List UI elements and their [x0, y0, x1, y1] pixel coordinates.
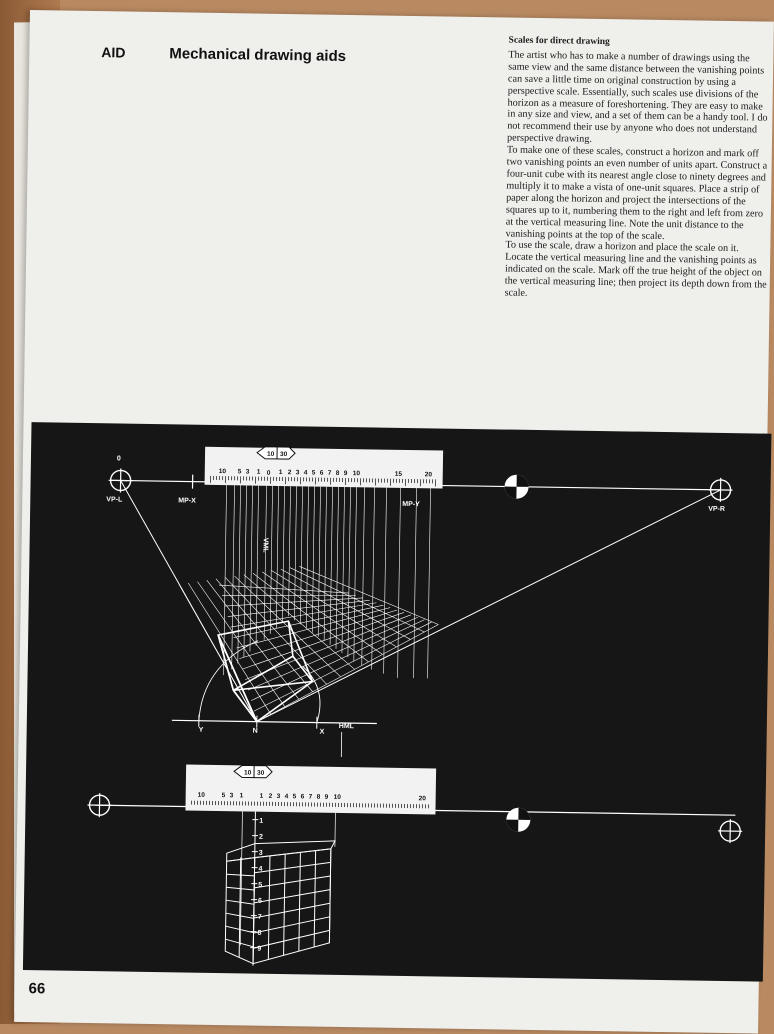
lower-scale-number: 5 — [293, 793, 297, 800]
scale-number: 15 — [395, 471, 403, 478]
scale-number: 8 — [336, 470, 340, 477]
lower-left-target-icon — [87, 793, 111, 817]
scale-number: 6 — [320, 470, 324, 477]
lower-scale-number: 4 — [285, 793, 289, 800]
n-label: N — [253, 728, 258, 735]
scale-number: 9 — [344, 470, 348, 477]
article-paragraph-2: To make one of these scales, construct a horizon and mark off two vanishing points an even number of units apart. Construct a four-unit cube with its nearest angle close to ninety degrees and multiply it to make a vista of one-unit squares. Place a strip of paper along the horizon and project the intersections of the squares up to it, numbering them to the right and left from zero at the vertical measuring line. Note the unit distance to the vanishing points at the top of the scale. — [505, 145, 768, 244]
article-text — [505, 36, 771, 304]
scale-number: 1 — [257, 469, 261, 476]
height-mark: 9 — [257, 946, 261, 953]
scale-badge — [257, 447, 295, 460]
height-mark: 5 — [258, 882, 262, 889]
scale-number: 20 — [425, 471, 433, 478]
y-label: Y — [199, 727, 204, 734]
lower-scale-number: 10 — [334, 794, 342, 801]
lower-scale-number: 6 — [301, 793, 305, 800]
page-number: 66 — [28, 980, 45, 997]
article-heading: Scales for direct drawing — [508, 36, 770, 52]
projection-lines — [224, 485, 431, 678]
lower-badge-10: 10 — [244, 769, 252, 776]
lower-scale-number: 8 — [317, 794, 321, 801]
vml-label: VML — [261, 538, 268, 554]
lower-scale-number: 20 — [419, 795, 427, 802]
height-mark: 1 — [259, 818, 263, 825]
height-mark: 4 — [258, 866, 262, 873]
scale-zero: 0 — [267, 470, 271, 477]
lower-scale-number: 3 — [277, 793, 281, 800]
lower-badge-30: 30 — [257, 770, 265, 777]
article-paragraph-1: The artist who has to make a number of drawings using the same view and the same distance between the vanishing points can save a little time on original construction by using a perspective scale. Essentially, such scales use divisions of the horizon as a measure of foreshortening. They are easy to make in any size and view, and a set of them can be a handy tool. I do not recommend their use by anyone who does not understand perspective drawing. — [507, 49, 770, 148]
lower-scale-number: 10 — [198, 792, 206, 799]
height-mark: 8 — [257, 930, 261, 937]
perspective-diagram-plate — [23, 422, 772, 982]
perspective-grid — [177, 564, 439, 724]
x-label: X — [320, 729, 325, 736]
scale-number: 7 — [328, 470, 332, 477]
scale-number: 2 — [288, 469, 292, 476]
book-page — [14, 10, 774, 1034]
scale-number: 10 — [219, 468, 227, 475]
scale-number: 10 — [353, 470, 361, 477]
lower-scale-number: 1 — [240, 792, 244, 799]
lower-scale-number: 9 — [325, 794, 329, 801]
lower-scale-number: 3 — [230, 792, 234, 799]
scale-number: 5 — [238, 468, 242, 475]
perspective-diagram — [23, 422, 772, 982]
center-target-icon — [504, 475, 528, 499]
scale-number: 3 — [246, 468, 250, 475]
page-title: Mechanical drawing aids — [169, 45, 346, 65]
scale-number: 4 — [304, 469, 308, 476]
vp-left-label: VP-L — [106, 496, 123, 503]
hml-label: HML — [339, 723, 355, 730]
badge-30: 30 — [280, 451, 288, 458]
lower-right-target-icon — [718, 819, 742, 843]
height-mark: 7 — [258, 914, 262, 921]
height-mark: 3 — [259, 850, 263, 857]
lower-scale-number: 2 — [269, 793, 273, 800]
mp-y-label: MP-Y — [402, 501, 420, 508]
height-mark: 2 — [259, 834, 263, 841]
section-code: AID — [101, 44, 125, 60]
lower-scale-number: 5 — [222, 792, 226, 799]
lower-scale-number: 7 — [309, 793, 313, 800]
scale-number: 5 — [312, 469, 316, 476]
lower-scale-badge — [234, 765, 272, 778]
scale-number: 1 — [279, 469, 283, 476]
badge-10: 10 — [267, 451, 275, 458]
mp-x-label: MP-X — [178, 497, 196, 504]
vp-right-label: VP-R — [708, 506, 725, 513]
height-mark: 6 — [258, 898, 262, 905]
scale-number: 3 — [296, 469, 300, 476]
lower-scale-number: 1 — [260, 793, 264, 800]
perspective-cube — [217, 620, 314, 722]
article-paragraph-3: To use the scale, draw a horizon and place the scale on it. Locate the vertical measuring line and the vanishing points as indicated on the scale. Mark off the true height of the object on the vertical measuring line; then project its depth down from the scale. — [505, 240, 768, 304]
small-zero-label: 0 — [117, 455, 121, 462]
